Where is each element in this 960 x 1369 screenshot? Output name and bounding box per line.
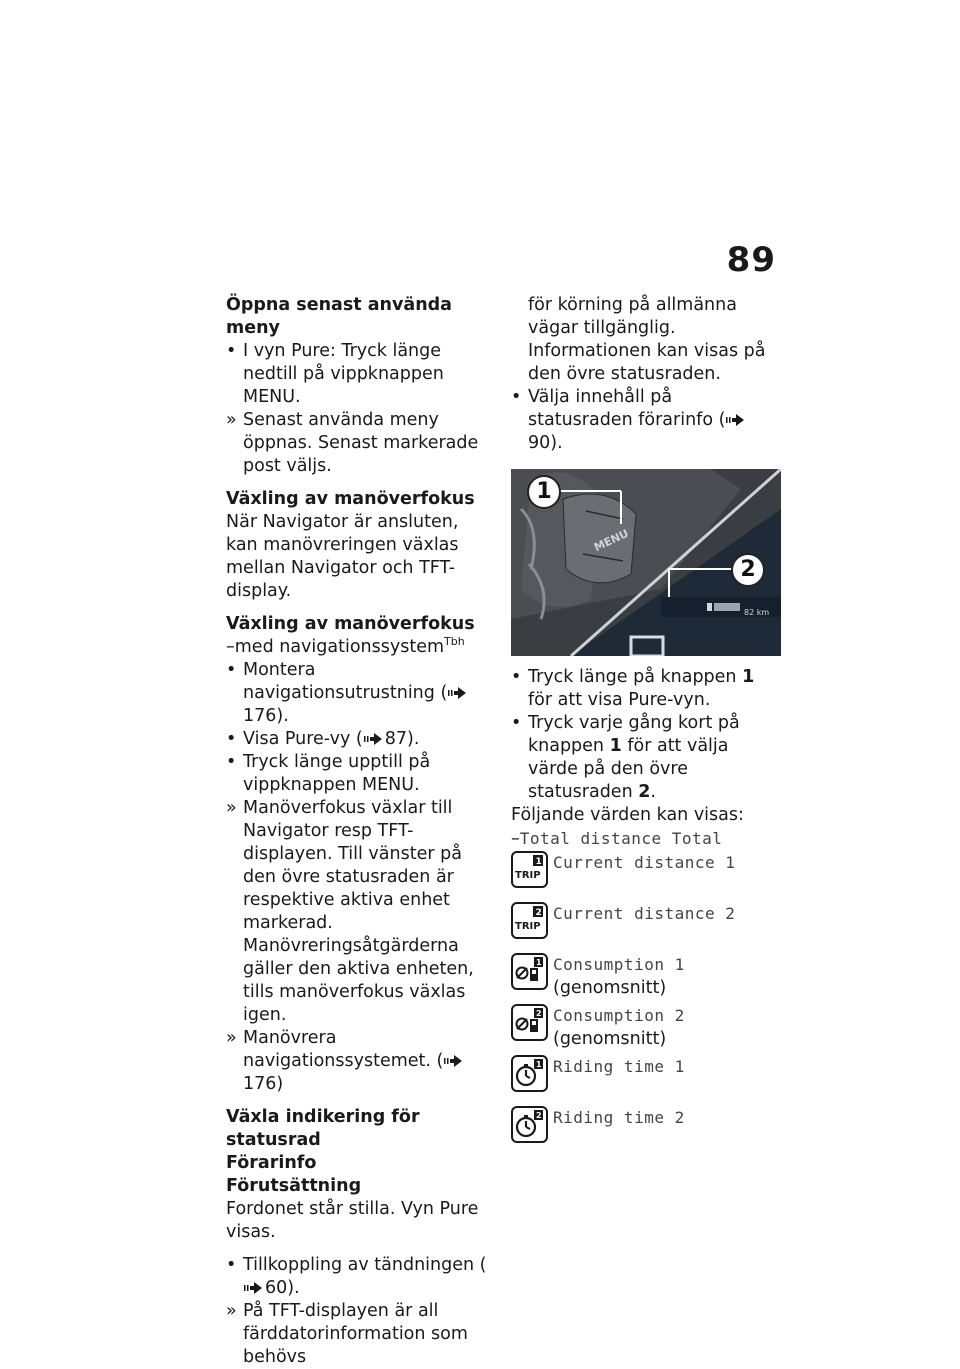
- page-number: 89: [726, 240, 776, 280]
- list-item: • Välja innehåll på statusraden förarinfo (90).: [511, 386, 781, 455]
- callout-2: 2: [731, 553, 765, 587]
- list-item: » Senast använda meny öppnas. Senast markerade post väljs.: [226, 410, 479, 476]
- value-label: Current distance 2: [553, 904, 736, 923]
- value-label: Consumption 2 (genomsnitt): [553, 1006, 685, 1049]
- value-item: [511, 902, 781, 953]
- list-item: • Tryck länge upptill på vippknappen MENU.: [226, 752, 431, 795]
- list-item: • Montera navigationsutrustning (176).: [226, 659, 492, 728]
- svg-text:1: 1: [535, 857, 542, 867]
- page-reference-arrow-icon: [444, 1055, 462, 1067]
- page-reference-arrow-icon: [364, 733, 382, 745]
- list-item: » Manöverfokus växlar till Navigator resp TFT-displayen. Till vänster på den övre statusraden är respektive aktiva enhet markerad. Manövreringsåtgärderna gäller den aktiva enheten, tills manöverfokus växlas igen.: [226, 798, 474, 1025]
- prerequisite-heading: Förutsättning: [226, 1176, 362, 1196]
- svg-text:2: 2: [536, 1009, 542, 1018]
- svg-text:1: 1: [536, 958, 542, 967]
- consumption-2-icon: [511, 1004, 548, 1041]
- value-label: Consumption 1 (genomsnitt): [553, 955, 685, 998]
- list-item: • Tillkoppling av tändningen (60).: [226, 1255, 487, 1298]
- page-reference-arrow-icon: [244, 1282, 262, 1294]
- display-readout: 82 km: [744, 608, 770, 617]
- svg-text:1: 1: [536, 1060, 542, 1069]
- list-item: • I vyn Pure: Tryck länge nedtill på vippknappen MENU.: [226, 341, 444, 407]
- value-item: [511, 851, 781, 902]
- svg-text:TRIP: TRIP: [515, 870, 541, 881]
- page-reference-arrow-icon: [448, 687, 466, 699]
- left-column: [226, 294, 492, 1369]
- paragraph: Fordonet står stilla. Vyn Pure visas.: [226, 1199, 479, 1242]
- svg-text:2: 2: [535, 908, 542, 918]
- stopwatch-2-icon: [511, 1106, 548, 1143]
- list-item: • Tryck länge på knappen 1 för att visa Pure-vyn.: [511, 667, 755, 710]
- paragraph-continued: för körning på allmänna vägar tillgänglig. Informationen kan visas på den övre statusraden.: [528, 295, 766, 384]
- handlebar-display-photo: [511, 469, 781, 656]
- callout-1: 1: [527, 475, 561, 509]
- value-item: [511, 1055, 781, 1106]
- value-label: Riding time 1: [553, 1057, 685, 1076]
- section-heading-focus-switch-nav: Växling av manöverfokus: [226, 614, 475, 634]
- menu-button-label: MENU: [591, 526, 631, 555]
- value-item: [511, 1004, 781, 1055]
- page-reference-arrow-icon: [726, 414, 744, 426]
- stopwatch-1-icon: [511, 1055, 548, 1092]
- paragraph: När Navigator är ansluten, kan manövreringen växlas mellan Navigator och TFT-display.: [226, 512, 459, 601]
- list-item: • Tryck varje gång kort på knappen 1 för att välja värde på den övre statusraden 2.: [511, 713, 740, 802]
- value-label: Current distance 1: [553, 853, 736, 872]
- trip-2-icon: [511, 902, 548, 939]
- svg-text:2: 2: [536, 1111, 542, 1120]
- list-item: » På TFT-displayen är all färddatorinformation som behövs: [226, 1301, 468, 1367]
- section-heading-focus-switch: Växling av manöverfokus: [226, 489, 475, 509]
- section-subheading: Förarinfo: [226, 1153, 317, 1173]
- trip-1-icon: [511, 851, 548, 888]
- svg-text:TRIP: TRIP: [515, 921, 541, 932]
- value-item: [511, 1106, 781, 1157]
- values-intro: Följande värden kan visas:: [511, 805, 744, 825]
- section-heading-open-last-menu: Öppna senast använda meny: [226, 295, 452, 338]
- right-column: [511, 294, 781, 1157]
- value-icon-list: [511, 851, 781, 1157]
- value-total-distance: –Total distance Total: [511, 829, 723, 849]
- subheading-navigation: –med navigationssystem$^{Tbh}$: [226, 635, 465, 657]
- list-item: • Visa Pure-vy ( 87).: [226, 729, 420, 749]
- list-item: » Manövrera navigationssystemet. (176): [226, 1027, 492, 1096]
- section-heading-status-line: Växla indikering för statusrad: [226, 1107, 420, 1150]
- value-item: [511, 953, 781, 1004]
- consumption-1-icon: [511, 953, 548, 990]
- value-label: Riding time 2: [553, 1108, 685, 1127]
